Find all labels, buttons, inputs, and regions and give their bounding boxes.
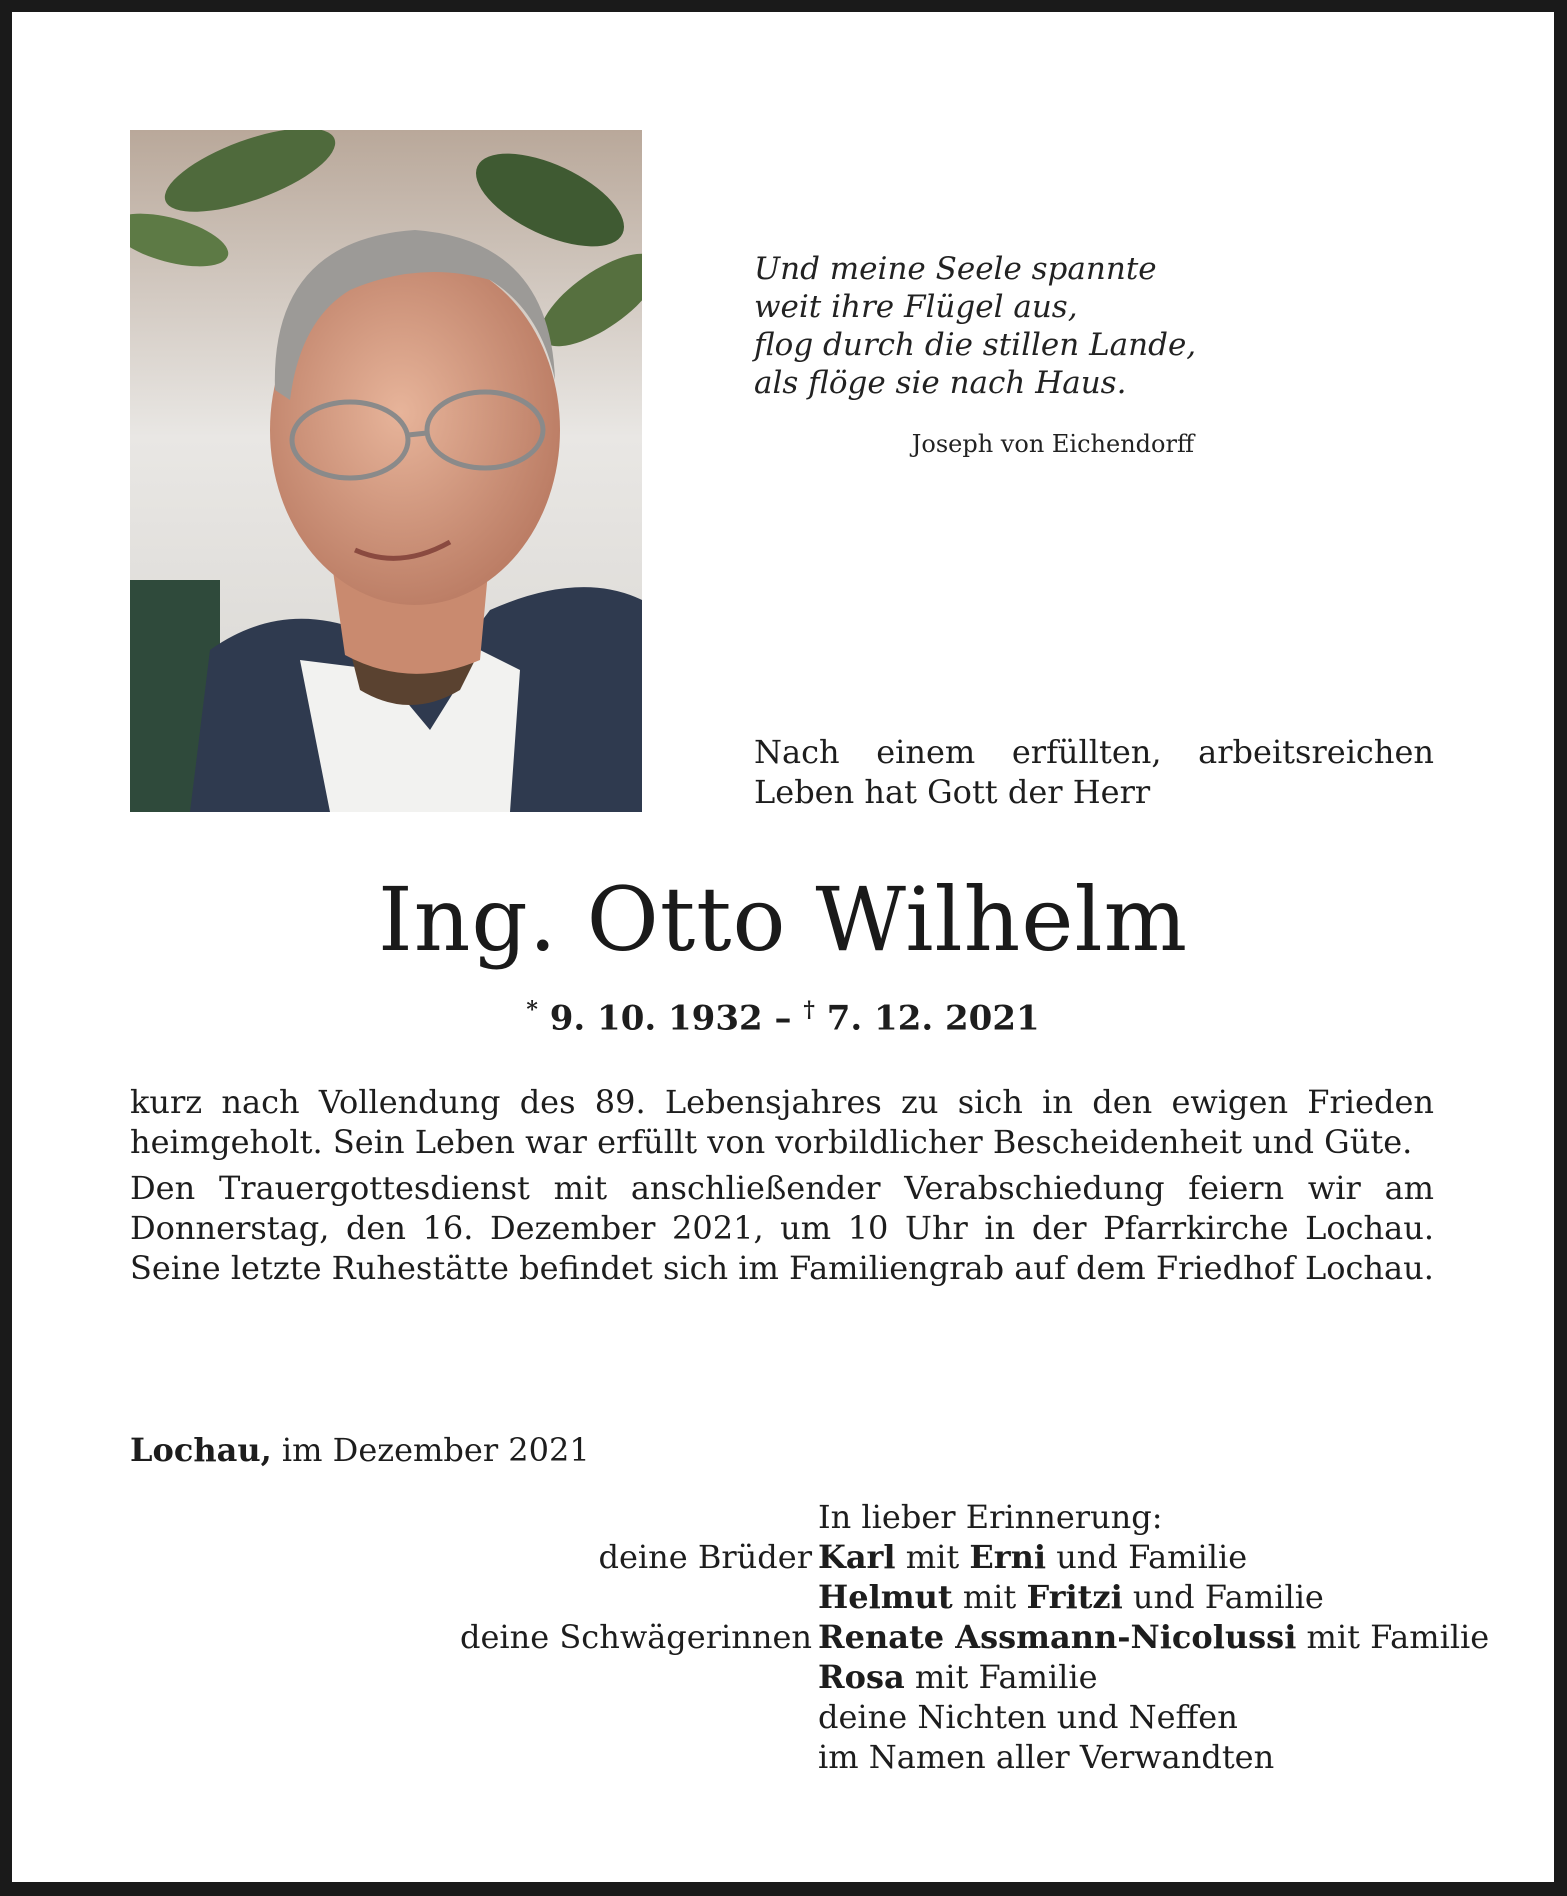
mourner-name: Renate Assmann-Nicolussi <box>818 1618 1297 1656</box>
brothers-label: deine Brüder <box>598 1538 812 1576</box>
mourner-row <box>130 1737 1434 1777</box>
life-dates <box>12 997 1554 1038</box>
mourner-connector: und Familie <box>1122 1578 1324 1616</box>
deceased-name: Ing. Otto Wilhelm <box>377 868 1189 971</box>
obituary-page <box>12 12 1554 1882</box>
mourners-heading: In lieber Erinnerung: <box>818 1498 1163 1536</box>
mourner-name: Erni <box>969 1538 1047 1576</box>
place-date <box>130 1430 590 1470</box>
mourner-connector: und Familie <box>1046 1538 1248 1576</box>
mourner-row <box>130 1617 1490 1657</box>
body-paragraph: Den Trauergottesdienst mit anschließender Verabschiedung feiern wir am Donnerstag, den 16. Dezember 2021, um 10 Uhr in der Pfarrkirche Lochau. Seine letzte Ruhestätte befindet sich im Familiengrab auf dem Friedhof Lochau. <box>130 1169 1434 1287</box>
mourners-list <box>130 1497 1490 1777</box>
mourner-row <box>130 1537 1434 1577</box>
mourner-name: Fritzi <box>1026 1578 1123 1616</box>
sisters-in-law-label: deine Schwägerinnen <box>459 1618 812 1656</box>
poem-line: flog durch die stillen Lande, <box>754 327 1197 363</box>
mourner-row <box>130 1577 1434 1617</box>
mourner-connector: mit Familie <box>904 1658 1098 1696</box>
intro-line: Leben hat Gott der Herr <box>754 773 1151 811</box>
death-symbol: † <box>803 997 815 1023</box>
nieces-nephews: deine Nichten und Neffen <box>818 1698 1238 1736</box>
born-symbol: * <box>526 997 538 1023</box>
poem-author: Joseph von Eichendorff <box>911 430 1194 458</box>
mourner-name: Helmut <box>818 1578 953 1616</box>
mourner-row <box>130 1657 1434 1697</box>
date-separator: – <box>774 998 792 1039</box>
intro-text <box>754 732 1434 812</box>
obituary-body <box>130 1082 1434 1294</box>
mourner-name: Rosa <box>818 1658 905 1696</box>
birth-date: 9. 10. 1932 <box>549 998 763 1039</box>
mourner-name: Karl <box>818 1538 896 1576</box>
all-relatives: im Namen aller Verwandten <box>818 1738 1275 1776</box>
mourner-connector: mit Familie <box>1296 1618 1490 1656</box>
place-date-text: im Dezember 2021 <box>271 1431 590 1469</box>
death-date: 7. 12. 2021 <box>826 998 1040 1039</box>
poem-line: Und meine Seele spannte <box>754 251 1157 287</box>
poem-line: als flöge sie nach Haus. <box>754 365 1127 401</box>
mourner-connector: mit <box>952 1578 1027 1616</box>
portrait-image <box>130 130 642 812</box>
intro-line: Nach einem erfüllten, arbeitsreichen <box>754 733 1434 771</box>
poem <box>754 250 1196 402</box>
poem-line: weit ihre Flügel aus, <box>754 289 1078 325</box>
place-city: Lochau, <box>130 1431 272 1469</box>
mourner-row <box>130 1697 1434 1737</box>
body-paragraph: kurz nach Vollendung des 89. Lebensjahres zu sich in den ewigen Frieden heimgeholt. Sein Leben war erfüllt von vorbildlicher Bescheidenheit und Güte. <box>130 1083 1434 1161</box>
mourner-connector: mit <box>895 1538 970 1576</box>
portrait-photo <box>130 130 642 812</box>
